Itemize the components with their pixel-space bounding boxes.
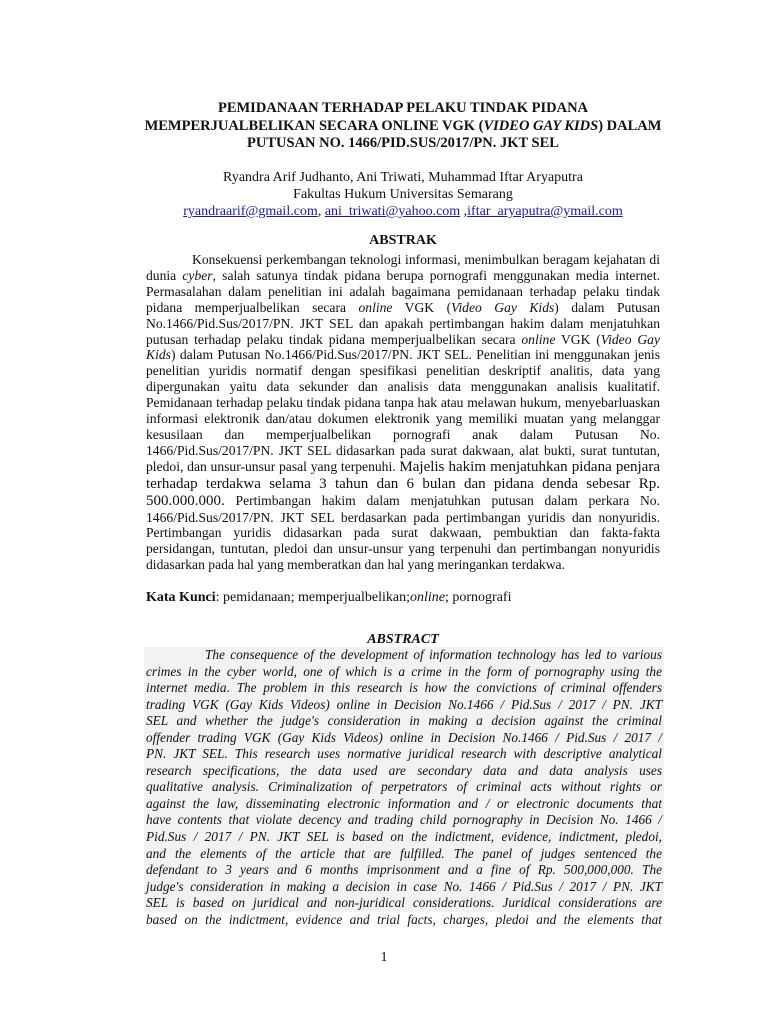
title-line-3: PUTUSAN NO. 1466/PID.SUS/2017/PN. JKT SEL [247, 135, 559, 151]
abstract-line: trading VGK (Gay Kids Videos) online in Decision No.1466 / Pid.Sus / 2017 / PN. JKT [146, 696, 662, 712]
author-emails [110, 203, 696, 220]
author-block [110, 169, 696, 220]
abstract-line: based on the indictment, evidence and trial facts, charges, pledoi and the elements that [146, 911, 662, 927]
abstrak-text-9: VGK ( [555, 331, 601, 347]
abstrak-text-5: VGK ( [392, 299, 452, 315]
email-link-2[interactable]: ani_triwati@yahoo.com [324, 204, 461, 219]
title-line-2b: VIDEO GAY KIDS [483, 117, 599, 134]
abstract-line: offender trading VGK (Gay Kids Videos) online in Decision No.1466 / Pid.Sus / 2017 / [146, 729, 662, 745]
page-number: 1 [380, 950, 388, 965]
abstrak-text-4: online [358, 299, 393, 315]
email-separator-2: , [460, 204, 468, 219]
title-line-2a: MEMPERJUALBELIKAN SECARA ONLINE VGK ( [144, 117, 484, 134]
abstract-body [144, 647, 664, 928]
email-separator-1: , [317, 204, 325, 219]
title-line-2 [110, 118, 696, 136]
abstract-line: and the elements of the article that are fulfilled. The panel of judges sentenced the [146, 845, 662, 861]
abstract-line: PN. JKT SEL. This research uses normative juridical research with descriptive analytical [146, 746, 662, 762]
author-affiliation: Fakultas Hukum Universitas Semarang [293, 187, 513, 202]
abstract-line: research specifications, the data used are secondary data and data analysis uses [146, 762, 662, 778]
abstract-line: judge's consideration in making a decision in case No. 1466 / Pid.Sus / 2017 / PN. JKT [146, 878, 662, 894]
keywords-label: Kata Kunci [146, 590, 216, 605]
abstrak-text-1: Konsekuensi perkembangan teknologi informasi, menimbulkan beragam kejahatan di dunia [146, 252, 660, 283]
abstract-line: SEL and whether the judge's consideration in making a decision against the criminal [146, 713, 662, 729]
abstrak-text-7: ) dalam Putusan No.1466/Pid.Sus/2017/PN. JKT SEL dan apakah pertimbangan hakim dalam menjatuhkan putusan terhadap pelaku tindak pidana memperjualbelikan secara [146, 299, 660, 347]
abstract-line: SEL is based on juridical and non-juridical considerations. Juridical considerations are [146, 895, 662, 911]
abstrak-text-13: Pertimbangan hakim dalam menjatuhkan putusan dalam perkara No. 1466/Pid.Sus/2017/PN. JKT SEL berdasarkan pada pertimbangan yuridis dan nonyuridis. Pertimbangan yuridis didasarkan pada surat dakwaan, pembuktian dan fakta-fakta persidangan, tuntutan, pledoi dan unsur-unsur yang terpenuhi dan pertimbangan nonyuridis didasarkan pada hal yang memberatkan dan hal yang meringankan terdakwa. [146, 492, 660, 573]
author-names: Ryandra Arif Judhanto, Ani Triwati, Muhammad Iftar Aryaputra [223, 170, 583, 185]
abstract-line: have contents that violate decency and trading child pornography in Decision No. 1466 / [146, 812, 662, 828]
paper-title [110, 100, 696, 153]
abstract-line: qualitative analysis. Criminalization of perpetrators of criminal acts without rights or [146, 779, 662, 795]
abstrak-text-6: Video Gay Kids [451, 299, 555, 315]
abstract-line: The consequence of the development of information technology has led to various [146, 647, 662, 662]
keywords [146, 589, 660, 606]
abstrak-text-3: , salah satunya tindak pidana berupa pornografi menggunakan media internet. Permasalahan dalam penelitian ini adalah bagaimana pemidanaan terhadap pelaku tindak pidana memperjualbelikan secara [146, 267, 660, 315]
email-link-3[interactable]: iftar_aryaputra@ymail.com [467, 204, 623, 219]
abstrak-text-12: Majelis hakim menjatuhkan pidana penjara terhadap terdakwa selama 3 tahun dan 6 bulan dan pidana denda sebesar Rp. 500.000.000. [146, 458, 660, 509]
email-link-1[interactable]: ryandraarif@gmail.com [183, 204, 318, 219]
abstract-line: against the law, disseminating electronic information and / or electronic documents that [146, 795, 662, 811]
keywords-text-b: online [410, 590, 445, 605]
abstrak-text-2: cyber [182, 267, 213, 283]
abstract-line: defendant to 3 years and 6 months imprisonment and a fine of Rp. 500,000,000. The [146, 862, 662, 878]
abstrak-text-10: Video Gay Kids [146, 331, 660, 363]
abstract-line: crimes in the cyber world, one of which is a crime in the form of pornography using the [146, 663, 662, 679]
keywords-text-c: ; pornografi [445, 590, 512, 605]
abstract-line: internet media. The problem in this research is how the convictions of criminal offenders [146, 680, 662, 696]
abstrak-text-8: online [521, 331, 556, 347]
abstrak-text-11: ) dalam Putusan No.1466/Pid.Sus/2017/PN. JKT SEL. Penelitian ini menggunakan jenis penelitian yuridis normatif dengan spesifikasi penelitian deskriptif analitis, data yang dipergunakan yaitu data sekunder dan analisis data menggunakan analisis kualitatif. Pemidanaan terhadap pelaku tindak pidana tanpa hak atau melawan hukum, menyebarluaskan informasi elektronik dan/atau dokumen elektronik yang memiliki muatan yang melanggar kesusilaan dan memperjualbelikan pornografi anak dalam Putusan No. 1466/Pid.Sus/2017/PN. JKT SEL didasarkan pada surat dakwaan, alat bukti, surat tuntutan, pledoi, dan unsur-unsur pasal yang terpenuhi. [146, 347, 660, 474]
abstract-section [144, 647, 664, 927]
title-line-1: PEMIDANAAN TERHADAP PELAKU TINDAK PIDANA [217, 100, 589, 116]
abstract-heading: ABSTRACT [367, 632, 439, 647]
abstrak-body [146, 252, 660, 573]
abstrak-heading: ABSTRAK [369, 233, 437, 248]
abstract-line: Pid.Sus / 2017 / PN. JKT SEL is based on the indictment, evidence, indictment, pledoi, [146, 829, 662, 845]
keywords-text-a: : pemidanaan; memperjualbelikan; [215, 590, 410, 605]
title-line-2c: ) DALAM [598, 117, 662, 134]
